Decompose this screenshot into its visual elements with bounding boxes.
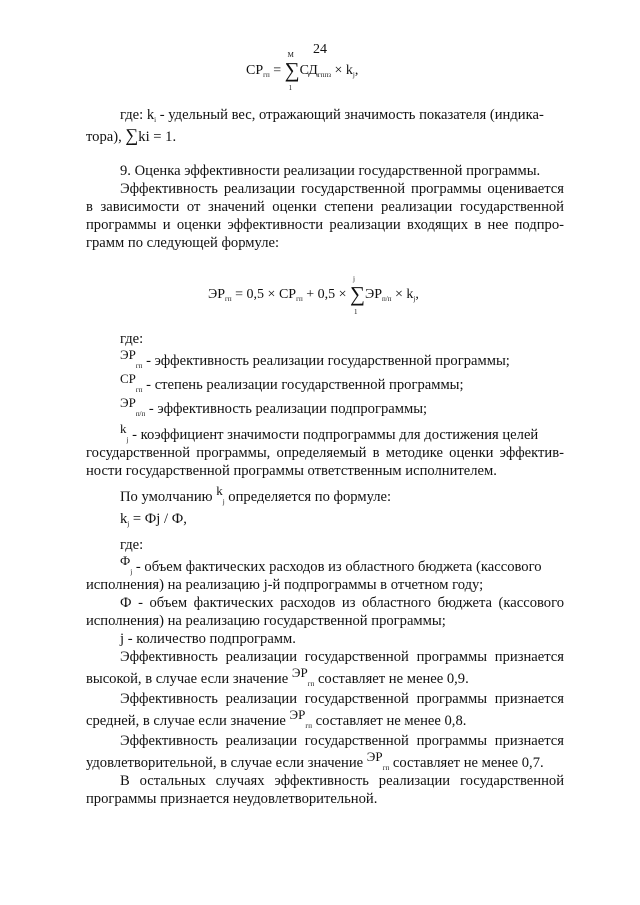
- text-line: тора), ∑ki = 1.: [86, 125, 177, 145]
- definition-phi-j: $Ф_j$ - объем фактических расходов из областного бюджета (кассового: [120, 553, 542, 576]
- text-line: Эффективность реализации государственной программы признается: [120, 691, 564, 707]
- where-label: где:: [120, 537, 144, 553]
- definition-er-pp: $ЭР_{п/п}$ - эффективность реализации подпрограммы;: [120, 395, 428, 418]
- text-line: ности государственной программы ответственным исполнителем.: [86, 463, 497, 479]
- text-line: исполнения) на реализацию государственной программы;: [86, 613, 446, 629]
- text-line: исполнения) на реализацию j-й подпрограммы в отчетном году;: [86, 577, 484, 593]
- formula-eq: =: [273, 63, 282, 78]
- sum-sign-icon: ∑ j 1: [350, 275, 365, 316]
- definition-phi: Ф - объем фактических расходов из областного бюджета (кассового: [120, 595, 564, 611]
- sum-sign-icon: ∑: [125, 125, 139, 145]
- text-line: в зависимости от значений оценки степени реализации государственной: [86, 199, 564, 215]
- text-line: программы и оценки эффективности реализации входящих в нее подпро-: [86, 217, 564, 233]
- text-line: государственной программы, определяемый в методике оценки эффектив-: [86, 445, 564, 461]
- definition-kj: $k_j$ - коэффициент значимости подпрограммы для достижения целей: [120, 421, 539, 444]
- where-label: где:: [120, 331, 144, 347]
- text-line: грамм по следующей формуле:: [86, 235, 280, 251]
- definition-j: j - количество подпрограмм.: [120, 631, 296, 647]
- formula-lhs: СР: [246, 63, 264, 78]
- text-line: где: $k_i$ - удельный вес, отражающий значимость показателя (индика-: [120, 107, 544, 124]
- formula-sr-gp: [246, 51, 359, 92]
- sum-lower: 1: [288, 84, 293, 92]
- section-heading: 9. Оценка эффективности реализации государственной программы.: [120, 163, 541, 179]
- sum-sign-icon: ∑ M 1: [284, 51, 300, 92]
- default-definition: По умолчанию $k_j$ определяется по формуле:: [120, 483, 392, 506]
- definition-sr-gp: $СР_{гп}$ - степень реализации государственной программы;: [120, 371, 464, 394]
- formula-end: ,: [354, 63, 359, 78]
- text-line: Эффективность реализации государственной программы признается: [120, 733, 564, 749]
- sum-upper: M: [287, 51, 294, 59]
- text-line: Эффективность реализации государственной программы оценивается: [120, 181, 564, 197]
- criterion-satisfactory: удовлетворительной, в случае если значение $ЭР_{гп}$ составляет не менее 0,7.: [86, 749, 544, 772]
- formula-tail-sub: j: [352, 71, 355, 79]
- criterion-unsatisfactory: программы признается неудовлетворительной.: [86, 791, 378, 807]
- text-line: В остальных случаях эффективность реализации государственной: [120, 773, 564, 789]
- criterion-high: высокой, в случае если значение $ЭР_{гп}$ составляет не менее 0,9.: [86, 665, 469, 688]
- formula-term-sub: гппз: [317, 71, 331, 79]
- formula-lhs-sub: гп: [263, 71, 270, 79]
- text-line: Эффективность реализации государственной программы признается: [120, 649, 564, 665]
- formula-term: СД: [299, 63, 318, 78]
- formula-kj: $k_j$ = Фj / Ф,: [120, 511, 187, 528]
- page-number: 24: [313, 42, 327, 57]
- definition-er-gp: $ЭР_{гп}$ - эффективность реализации государственной программы;: [120, 347, 510, 370]
- formula-er-gp: $ЭР_{гп} = 0,5 \times СР_{гп} + 0,5$ × ∑ j 1 $ЭР_{п/п} \times k_j$,: [208, 275, 419, 316]
- criterion-medium: средней, в случае если значение $ЭР_{гп}$ составляет не менее 0,8.: [86, 707, 467, 730]
- formula-tail: × k: [334, 63, 353, 78]
